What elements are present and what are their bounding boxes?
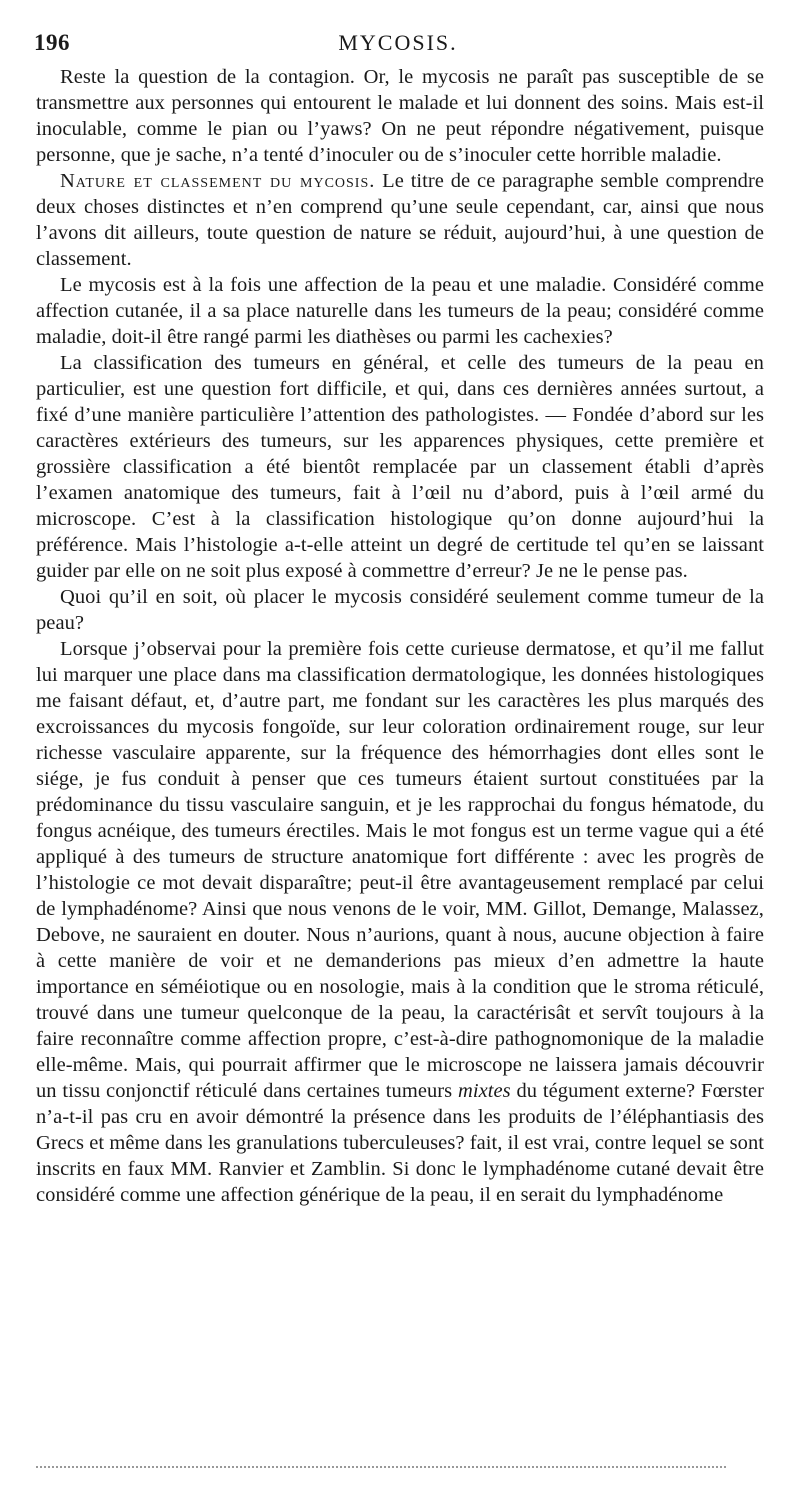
paragraph-text: Reste la question de la contagion. Or, le mycosis ne paraît pas susceptible de se transmettre aux personnes qui entourent le malade et lui donnent des soins. Mais est-il inoculable, comme le pian ou l’yaws? On ne peut répondre négativement, puisque personne, que je sache, n’a tenté d’inoculer ou de s’inoculer cette horrible maladie. <box>36 66 764 166</box>
paragraph-lymphadenome <box>36 636 764 1208</box>
paragraph-contagion <box>36 64 764 168</box>
paragraph-text: Lorsque j’observai pour la première fois cette curieuse dermatose, et qu’il me fallut lui marquer une place dans ma classification dermatologique, les données histologiques me faisant défaut, et, d’autre part, me fondant sur les caractères les plus marqués des excroissances du mycosis fongoïde, sur leur coloration ordinairement rouge, sur leur richesse vasculaire apparente, sur la fréquence des hémorrhagies dont elles sont le siége, je fus conduit à penser que ces tumeurs étaient surtout constituées par la prédominance du tissu vasculaire sanguin, et je les rapprochai du fongus hématode, du fongus acnéique, des tumeurs érectiles. Mais le mot fongus est un terme vague qui a été appliqué à des tumeurs de structure anatomique fort différente : avec les progrès de l’histologie ce mot devait disparaître; peut-il être avantageusement remplacé par celui de lymphadénome? Ainsi que nous venons de le voir, MM. Gillot, Demange, Malassez, Debove, ne sauraient en douter. Nous n’aurions, quant à nous, aucune objection à faire à cette manière de voir et ne demanderions pas mieux d’en admettre la haute importance en séméiotique ou en nosologie, mais à la condition que le stroma réticulé, trouvé dans une tumeur quelconque de la peau, la caractérisât et servît toujours à la faire reconnaître comme affection propre, c’est-à-dire pathognomonique de la maladie elle-même. Mais, qui pourrait affirmer que le microscope ne laissera jamais découvrir un tissu conjonctif réticulé dans certaines tumeurs <box>36 638 764 1102</box>
paragraph-text: Le titre de ce paragraphe semble comprendre deux choses distinctes et n’en comprend qu’une seule cependant, car, ainsi que nous l’avons dit ailleurs, toute question de nature se réduit, aujourd’hui, à une question de classement. <box>36 170 764 270</box>
section-heading: Nature et classement du mycosis. <box>60 170 376 192</box>
paragraph-text: La classification des tumeurs en général, et celle des tumeurs de la peau en particulier, est une question fort difficile, et qui, dans ces dernières années surtout, a fixé d’une manière particulière l’attention des pathologistes. — Fondée d’abord sur les caractères extérieurs des tumeurs, sur les apparences physiques, cette première et grossière classification a été bientôt remplacée par un classement établi d’après l’examen anatomique des tumeurs, fait à l’œil nu d’abord, puis à l’œil armé du microscope. C’est à la classification histologique qu’on donne aujourd’hui la préférence. Mais l’histologie a-t-elle atteint un degré de certitude tel qu’en se laissant guider par elle on ne soit plus exposé à commettre d’erreur? Je ne le pense pas. <box>36 352 764 582</box>
page-header <box>34 30 762 60</box>
paragraph-text: Le mycosis est à la fois une affection de la peau et une maladie. Considéré comme affection cutanée, il a sa place naturelle dans les tumeurs de la peau; considéré comme maladie, doit-il être rangé parmi les diathèses ou parmi les cachexies? <box>36 274 764 348</box>
paragraph-text: Quoi qu’il en soit, où placer le mycosis considéré seulement comme tumeur de la peau? <box>36 586 764 634</box>
paragraph-nature-classement <box>36 168 764 272</box>
paragraph-text: du tégument externe? Fœrster n’a-t-il pas cru en avoir démontré la présence dans les produits de l’éléphantiasis des Grecs et même dans les granulations tuberculeuses? fait, il est vrai, contre lequel se sont inscrits en faux MM. Ranvier et Zamblin. Si donc le lymphadénome cutané devait être considéré comme une affection générique de la peau, il en serait du lymphadénome <box>36 1080 764 1206</box>
paragraph-classification-tumeurs <box>36 350 764 584</box>
paragraph-affection-maladie <box>36 272 764 350</box>
emphasized-word: mixtes <box>458 1080 511 1102</box>
running-title: MYCOSIS. <box>338 30 458 55</box>
page-body <box>36 64 764 1208</box>
footer-dotted-rule <box>36 1466 726 1468</box>
paragraph-placer-mycosis <box>36 584 764 636</box>
page-number: 196 <box>34 30 70 55</box>
